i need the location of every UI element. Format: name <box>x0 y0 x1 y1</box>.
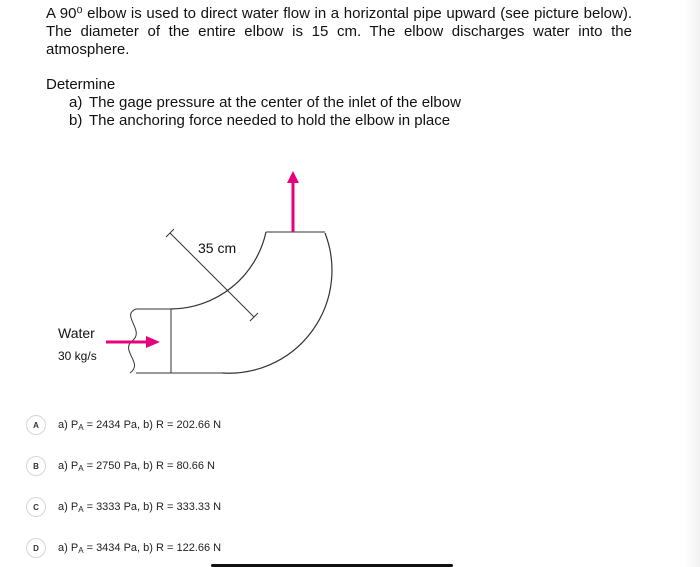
option-rest: = 3434 Pa, b) R = 122.66 N <box>83 541 222 554</box>
option-subscript: A <box>78 422 84 432</box>
inlet-arrow-head <box>146 336 160 348</box>
determine-list <box>46 94 632 130</box>
fluid-label: Water <box>58 325 95 341</box>
option-subscript: A <box>78 463 84 473</box>
item-text: The anchoring force needed to hold the elbow in place <box>89 112 451 129</box>
option-letter-badge[interactable]: C <box>26 497 46 517</box>
option-prefix: a) P <box>58 541 79 554</box>
item-label: a) <box>69 94 83 111</box>
option-letter-badge[interactable]: A <box>26 415 46 435</box>
option-prefix: a) P <box>58 459 79 472</box>
right-edge-shadow <box>684 0 700 567</box>
problem-statement <box>46 5 632 130</box>
elbow-svg <box>40 165 360 380</box>
option-letter-badge[interactable]: D <box>26 538 46 558</box>
determine-label: Determine <box>46 76 116 93</box>
option-prefix: a) P <box>58 500 79 513</box>
outlet-arrow-head <box>287 171 299 183</box>
elbow-diagram <box>40 165 360 380</box>
option-c[interactable] <box>26 495 221 519</box>
flow-rate-label: 30 kg/s <box>58 349 97 363</box>
radius-label: 35 cm <box>198 240 237 256</box>
option-d[interactable] <box>26 536 221 560</box>
item-text: The gage pressure at the center of the inlet of the elbow <box>89 94 461 111</box>
elbow-outer-wall <box>222 233 332 373</box>
option-text[interactable] <box>58 460 215 473</box>
option-rest: = 2750 Pa, b) R = 80.66 N <box>83 459 216 472</box>
determine-item-a <box>69 94 632 112</box>
item-label: b) <box>69 112 83 129</box>
option-subscript: A <box>78 504 84 514</box>
problem-text: A 90⁰ elbow is used to direct water flow in a horizontal pipe upward (see picture below). The diameter of the entire elbow is 15 cm. The elbow discharges water into the atmosphere. <box>46 5 632 58</box>
option-text[interactable] <box>58 501 221 514</box>
option-a[interactable] <box>26 413 221 437</box>
option-rest: = 3333 Pa, b) R = 333.33 N <box>83 500 222 513</box>
option-prefix: a) P <box>58 418 79 431</box>
option-rest: = 2434 Pa, b) R = 202.66 N <box>83 418 222 431</box>
determine-item-b <box>69 112 632 130</box>
option-b[interactable] <box>26 454 215 478</box>
option-letter-badge[interactable]: B <box>26 456 46 476</box>
option-text[interactable] <box>58 419 221 432</box>
option-text[interactable] <box>58 542 221 555</box>
option-subscript: A <box>78 545 84 555</box>
